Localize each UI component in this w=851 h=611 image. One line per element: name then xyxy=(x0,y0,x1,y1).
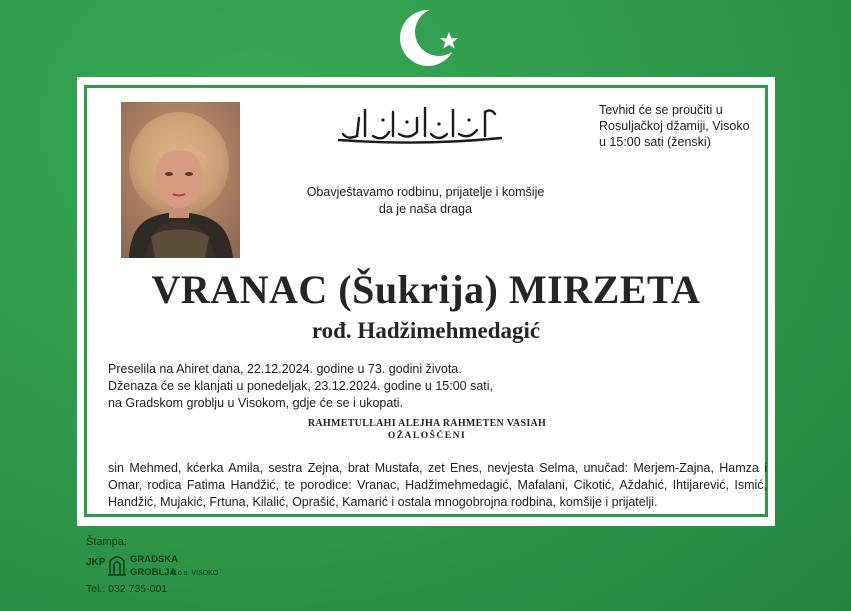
funeral-details xyxy=(108,361,748,412)
arabic-calligraphy xyxy=(335,100,505,146)
details-line: na Gradskom groblju u Visokom, gdje će se i ukopati. xyxy=(108,396,404,410)
prayer-text: RAHMETULLAHI ALEJHA RAHMETEN VASIAH xyxy=(307,418,547,429)
tevhid-line: Tevhid će se proučiti u xyxy=(599,103,723,117)
details-line: Preselila na Ahiret dana, 22.12.2024. godine u 73. godini života. xyxy=(108,362,462,376)
printer-info xyxy=(86,536,326,600)
cemetery-gate-icon xyxy=(108,557,126,575)
deceased-name: VRANAC (Šukrija) MIRZETA xyxy=(151,267,701,312)
intro-line: Obavještavamo rodbinu, prijatelje i komšije xyxy=(306,185,545,199)
tevhid-line: u 15:00 sati (ženski) xyxy=(599,135,711,149)
details-line: Dženaza će se klanjati u ponedeljak, 23.12.2024. godine u 15:00 sati, xyxy=(108,379,493,393)
intro-line: da je naša draga xyxy=(378,202,473,216)
crescent-star-icon xyxy=(398,6,464,68)
tevhid-line: Rosuljačkoj džamiji, Visoko xyxy=(599,119,750,133)
printer-logo xyxy=(86,551,246,581)
printer-phone: Tel.: 032 735-001 xyxy=(86,583,168,595)
obituary-card xyxy=(77,77,775,526)
logo-prefix: JKP xyxy=(86,557,106,568)
logo-line2: GROBLJA xyxy=(130,567,177,578)
mourners-label: OŽALOŠĆENI xyxy=(387,431,467,441)
printer-label: Štampa: xyxy=(86,536,127,548)
family-list: sin Mehmed, kćerka Amila, sestra Zejna, brat Mustafa, zet Enes, nevjesta Selma, unučad: Merjem-Zajna, Hamza i Omar, rodica Fatima Handžić, te porodice: Vranac, Hadžimehmedagić, Mafalani, Cikotić, Aždahić, Ihtijarević, Ismić, Handžić, Mujakić, Frtuna, Kilalić, Oprašić, Kamarić i ostala mnogobrojna rodbina, komšije i prijatelji. xyxy=(108,461,767,509)
maiden-name: rođ. Hadžimehmedagić xyxy=(311,318,541,343)
logo-suffix: d.o.o. VISOKO xyxy=(172,570,219,577)
tevhid-notice xyxy=(599,102,769,150)
intro-text xyxy=(263,184,588,218)
portrait-photo xyxy=(121,102,240,258)
logo-line1: GRADSKA xyxy=(130,554,179,565)
